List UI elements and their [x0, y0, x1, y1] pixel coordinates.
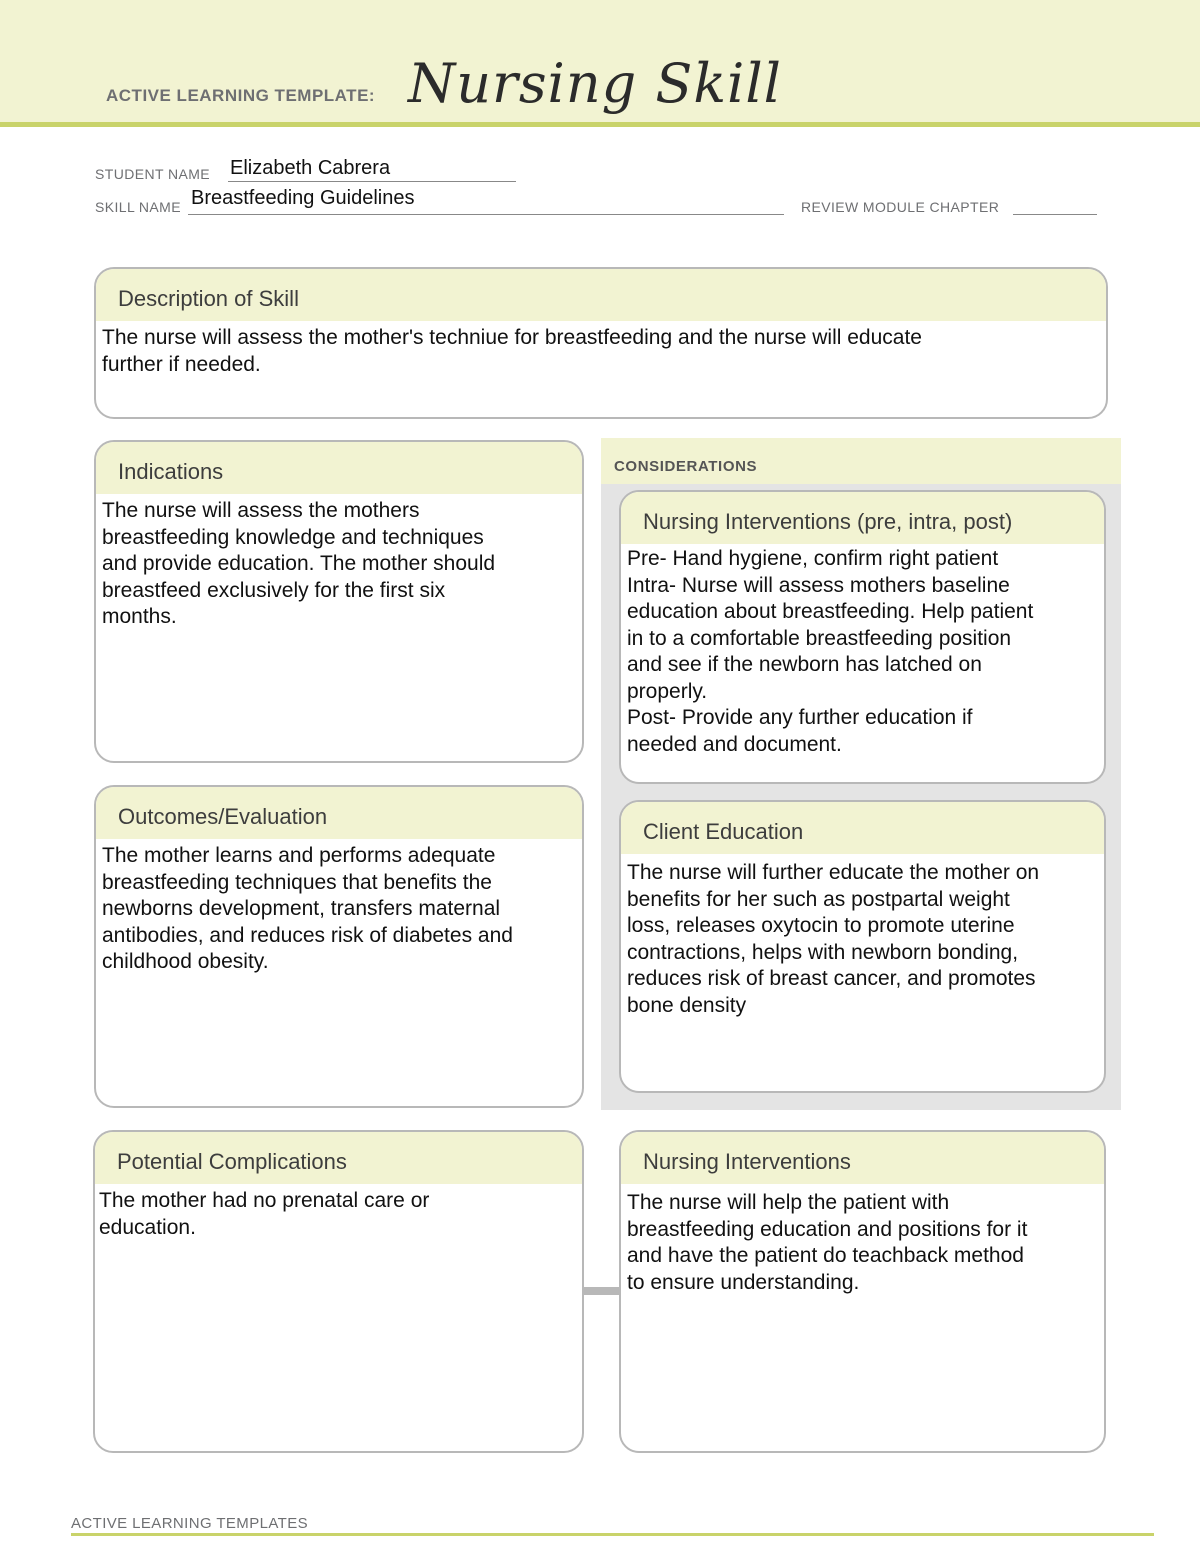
nursing-interventions-prepost-title: Nursing Interventions (pre, intra, post) [621, 492, 1104, 544]
footer-rule [71, 1533, 1154, 1536]
indications-body[interactable]: The nurse will assess the mothers breastfeeding knowledge and techniques and provide education. The mother should breastfeed exclusively for the first six months. [102, 499, 496, 628]
skill-name-field[interactable]: Breastfeeding Guidelines [191, 187, 415, 209]
potential-complications-card [93, 1130, 584, 1453]
student-name-field[interactable]: Elizabeth Cabrera [230, 157, 391, 179]
nursing-interventions-body[interactable]: The nurse will help the patient with breastfeeding education and positions for it and have the patient do teachback method to ensure understanding. [627, 1191, 1028, 1294]
description-card [94, 267, 1108, 419]
nursing-interventions-prepost-card [619, 490, 1106, 784]
skill-name-label: SKILL NAME [95, 199, 181, 215]
indications-card [94, 440, 584, 763]
client-education-card [619, 800, 1106, 1093]
template-label: ACTIVE LEARNING TEMPLATE: [106, 86, 376, 105]
client-education-title: Client Education [621, 802, 1104, 854]
student-name-label: STUDENT NAME [95, 166, 210, 182]
outcomes-card [94, 785, 584, 1108]
student-name-line [228, 181, 516, 182]
skill-name-line [188, 214, 784, 215]
footer-text: ACTIVE LEARNING TEMPLATES [71, 1515, 308, 1532]
review-module-label: REVIEW MODULE CHAPTER [801, 199, 1000, 215]
potential-complications-body[interactable]: The mother had no prenatal care or education. [99, 1189, 430, 1239]
review-module-field[interactable] [1013, 214, 1097, 215]
indications-title: Indications [96, 442, 582, 494]
nursing-interventions-card [619, 1130, 1106, 1453]
card-connector [582, 1287, 622, 1295]
outcomes-title: Outcomes/Evaluation [96, 787, 582, 839]
nursing-interventions-prepost-body[interactable]: Pre- Hand hygiene, confirm right patient Intra- Nurse will assess mothers baseline education about breastfeeding. Help patient in to a comfortable breastfeeding position and see if the newborn has latched on properly. Post- Provide any further education if needed and document. [627, 547, 1034, 756]
client-education-body[interactable]: The nurse will further educate the mother on benefits for her such as postpartal weight loss, releases oxytocin to promote uterine contractions, helps with newborn bonding, reduces risk of breast cancer, and promotes bone density [627, 861, 1040, 1017]
description-body[interactable]: The nurse will assess the mother's techniue for breastfeeding and the nurse will educate further if needed. [102, 326, 922, 376]
description-title: Description of Skill [96, 269, 1106, 321]
header-divider [0, 122, 1200, 127]
potential-complications-title: Potential Complications [95, 1132, 582, 1184]
nursing-interventions-title: Nursing Interventions [621, 1132, 1104, 1184]
outcomes-body[interactable]: The mother learns and performs adequate breastfeeding techniques that benefits the newborns development, transfers maternal antibodies, and reduces risk of diabetes and childhood obesity. [102, 844, 513, 973]
page-title: Nursing Skill [408, 52, 782, 115]
considerations-label: CONSIDERATIONS [614, 458, 758, 475]
